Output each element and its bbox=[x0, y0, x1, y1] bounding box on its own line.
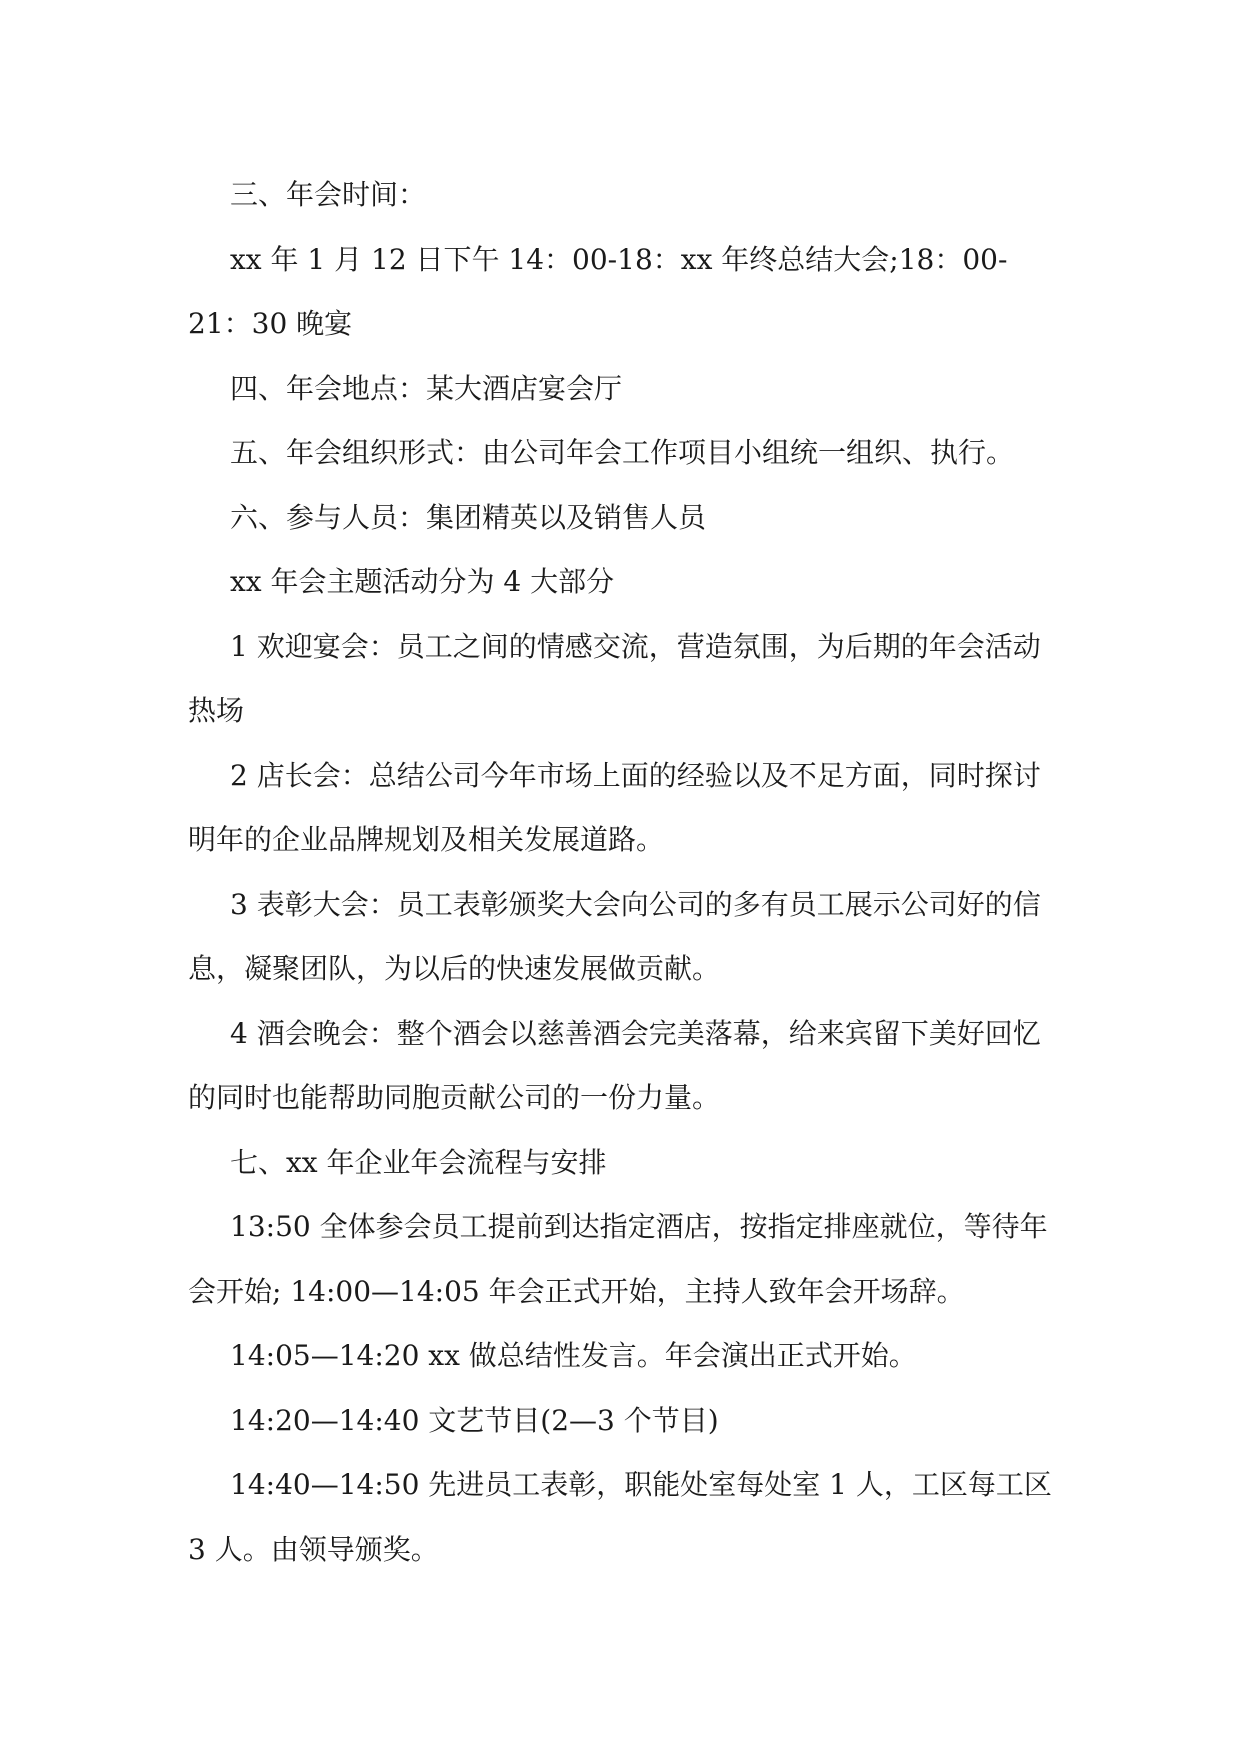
section-heading-time: 三、年会时间： bbox=[230, 178, 427, 211]
activity-item: 4 酒会晚会：整个酒会以慈善酒会完美落幕，给来宾留下美好回忆的同时也能帮助同胞贡献公司的一份力量。 bbox=[188, 1016, 1041, 1114]
time-detail: xx 年 1 月 12 日下午 14：00-18：xx 年终总结大会;18：00-21：30 晚宴 bbox=[188, 242, 1008, 340]
section-heading-participants: 六、参与人员：集团精英以及销售人员 bbox=[230, 500, 707, 534]
section-heading-schedule: 七、xx 年企业年会流程与安排 bbox=[230, 1145, 607, 1179]
activities-intro: xx 年会主题活动分为 4 大部分 bbox=[230, 565, 615, 598]
schedule-item: 13:50 全体参会员工提前到达指定酒店，按指定排座就位，等待年会开始; 14:00—14:05 年会正式开始，主持人致年会开场辞。 bbox=[188, 1210, 1048, 1308]
section-heading-location: 四、年会地点：某大酒店宴会厅 bbox=[230, 371, 623, 405]
section-heading-organization: 五、年会组织形式：由公司年会工作项目小组统一组织、执行。 bbox=[230, 436, 1015, 469]
schedule-item: 14:20—14:40 文艺节目(2—3 个节目) bbox=[230, 1403, 719, 1437]
activity-item: 1 欢迎宴会：员工之间的情感交流，营造氛围，为后期的年会活动热场 bbox=[188, 629, 1041, 727]
activity-item: 2 店长会：总结公司今年市场上面的经验以及不足方面，同时探讨明年的企业品牌规划及相关发展道路。 bbox=[188, 758, 1041, 856]
schedule-item: 14:40—14:50 先进员工表彰，职能处室每处室 1 人，工区每工区 3 人。由领导颁奖。 bbox=[188, 1468, 1052, 1566]
schedule-item: 14:05—14:20 xx 做总结性发言。年会演出正式开始。 bbox=[230, 1339, 917, 1372]
document-body bbox=[188, 163, 1068, 1582]
activity-item: 3 表彰大会：员工表彰颁奖大会向公司的多有员工展示公司好的信息，凝聚团队，为以后的快速发展做贡献。 bbox=[188, 887, 1041, 985]
